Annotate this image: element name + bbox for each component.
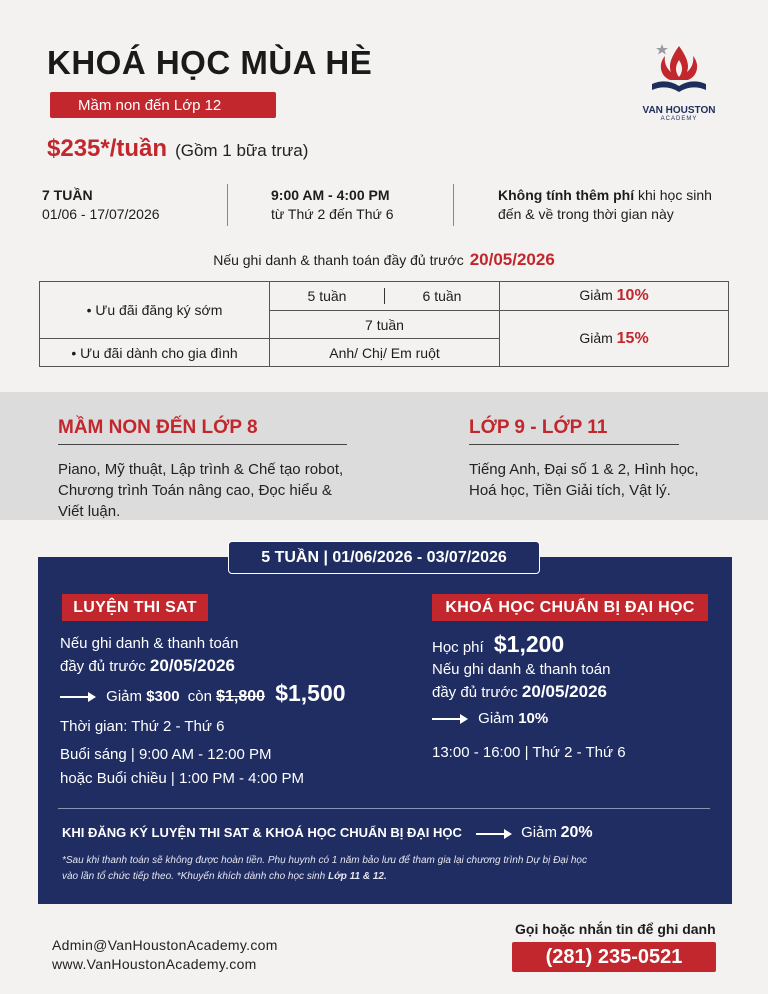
discount-10: 10% xyxy=(616,287,649,304)
website-link[interactable]: www.VanHoustonAcademy.com xyxy=(52,956,257,972)
combo-offer xyxy=(62,822,593,844)
sat-morning: Buổi sáng | 9:00 AM - 12:00 PM xyxy=(60,746,272,763)
discount-15-cell xyxy=(500,311,729,367)
logo-name: VAN HOUSTON xyxy=(642,105,716,116)
deadline-date: 20/05/2026 xyxy=(469,250,555,269)
contact-info xyxy=(52,936,278,974)
phone-number[interactable]: (281) 235-0521 xyxy=(512,942,716,972)
discount-table xyxy=(39,281,729,367)
sat-details xyxy=(60,633,346,790)
footnote-line1: *Sau khi thanh toán sẽ không được hoàn tiền. Phụ huynh có 1 năm bảo lưu để tham gia lại chương trình Dự bị Đại học xyxy=(62,855,587,866)
discount-15: 15% xyxy=(616,329,649,347)
arrow-icon xyxy=(476,833,510,835)
discount-word: Giảm xyxy=(579,329,613,346)
discount-10-cell xyxy=(500,282,729,311)
time-title: 9:00 AM - 4:00 PM xyxy=(271,187,390,203)
combo-text: KHI ĐĂNG KÝ LUYỆN THI SAT & KHOÁ HỌC CHUẨN BỊ ĐẠI HỌC xyxy=(62,825,462,840)
siblings-cell: Anh/ Chị/ Em ruột xyxy=(270,339,500,367)
sat-discount-amount: $300 xyxy=(146,688,180,705)
combo-discount-word: Giảm xyxy=(521,824,557,841)
sat-old-price: $1,800 xyxy=(216,688,266,705)
weeks-6: 6 tuần xyxy=(422,288,462,304)
college-title: KHOÁ HỌC CHUẨN BỊ ĐẠI HỌC xyxy=(432,594,708,621)
weeks-5-6-cell xyxy=(270,282,500,311)
sat-line2-prefix: đầy đủ trước xyxy=(60,658,146,675)
footnote-grades: Lớp 11 & 12. xyxy=(327,871,387,882)
footnote-line2: vào lần tổ chức tiếp theo. *Khuyến khích dành cho học sinh xyxy=(62,871,326,882)
college-line1: Nếu ghi danh & thanh toán xyxy=(432,661,611,678)
call-label: Gọi hoặc nhắn tin để ghi danh xyxy=(515,921,716,937)
program-left-title: MẦM NON ĐẾN LỚP 8 xyxy=(58,417,347,445)
fee-line2: đến & về trong thời gian này xyxy=(498,206,674,222)
college-discount-pct: 10% xyxy=(518,710,549,727)
sat-line1: Nếu ghi danh & thanh toán xyxy=(60,635,239,652)
logo xyxy=(634,40,724,122)
weekly-price xyxy=(47,135,308,163)
program-right xyxy=(469,417,699,501)
fee-rest: khi học sinh xyxy=(634,187,712,203)
price-amount: $235*/tuần xyxy=(47,135,168,162)
duration-info xyxy=(42,186,160,224)
sat-afternoon: hoặc Buổi chiều | 1:00 PM - 4:00 PM xyxy=(60,770,305,787)
duration-dates: 01/06 - 17/07/2026 xyxy=(42,206,160,222)
arrow-icon xyxy=(432,718,466,720)
info-divider xyxy=(227,184,228,226)
program-right-line1: Tiếng Anh, Đại số 1 & 2, Hình học, xyxy=(469,461,699,478)
college-fee-label: Học phí xyxy=(432,639,484,656)
page-title: KHOÁ HỌC MÙA HÈ xyxy=(47,44,373,81)
arrow-icon xyxy=(60,696,94,698)
college-discount-word: Giảm xyxy=(478,710,515,727)
family-discount-label: • Ưu đãi dành cho gia đình xyxy=(40,339,270,367)
college-line2-prefix: đầy đủ trước xyxy=(432,684,518,701)
email-link[interactable]: Admin@VanHoustonAcademy.com xyxy=(52,937,278,953)
early-discount-label: • Ưu đãi đăng ký sớm xyxy=(40,282,270,339)
college-details xyxy=(432,633,626,764)
refund-footnote xyxy=(62,853,702,885)
college-schedule: 13:00 - 16:00 | Thứ 2 - Thứ 6 xyxy=(432,744,626,761)
combo-discount-pct: 20% xyxy=(560,824,593,841)
weeks-7: 7 tuần xyxy=(270,311,500,339)
sat-discount-prefix: Giảm xyxy=(106,688,143,705)
sat-new-price: $1,500 xyxy=(275,680,346,706)
college-deadline-date: 20/05/2026 xyxy=(521,682,608,701)
program-left-line2: Chương trình Toán nâng cao, Đọc hiểu & Viết luận. xyxy=(58,482,332,520)
sat-time-label: Thời gian: Thứ 2 - Thứ 6 xyxy=(60,718,225,735)
academy-logo-icon xyxy=(644,40,714,98)
sat-title: LUYỆN THI SAT xyxy=(62,594,208,621)
logo-subtitle: ACADEMY xyxy=(660,116,698,122)
sat-deadline-date: 20/05/2026 xyxy=(149,656,236,675)
grade-range-tag: Mầm non đến Lớp 12 xyxy=(50,92,276,118)
college-fee: $1,200 xyxy=(493,631,565,657)
time-days: từ Thứ 2 đến Thứ 6 xyxy=(271,206,394,222)
early-deadline xyxy=(0,250,768,270)
program-left-line1: Piano, Mỹ thuật, Lập trình & Chế tạo robot, xyxy=(58,461,344,478)
program-left xyxy=(58,417,347,522)
discount-word: Giảm xyxy=(579,287,613,303)
deadline-text: Nếu ghi danh & thanh toán đầy đủ trước xyxy=(213,252,464,268)
weeks-5: 5 tuần xyxy=(307,288,347,304)
info-divider xyxy=(453,184,454,226)
session-pill: 5 TUẦN | 01/06/2026 - 03/07/2026 xyxy=(228,541,540,574)
duration-title: 7 TUẦN xyxy=(42,187,93,203)
time-info xyxy=(271,186,394,224)
fee-bold: Không tính thêm phí xyxy=(498,187,635,203)
fee-info xyxy=(498,186,712,224)
program-right-line2: Hoá học, Tiền Giải tích, Vật lý. xyxy=(469,482,671,499)
program-right-title: LỚP 9 - LỚP 11 xyxy=(469,417,679,445)
panel-divider xyxy=(58,808,710,809)
sat-remaining-word: còn xyxy=(187,688,212,705)
price-note: (Gồm 1 bữa trưa) xyxy=(175,141,309,160)
